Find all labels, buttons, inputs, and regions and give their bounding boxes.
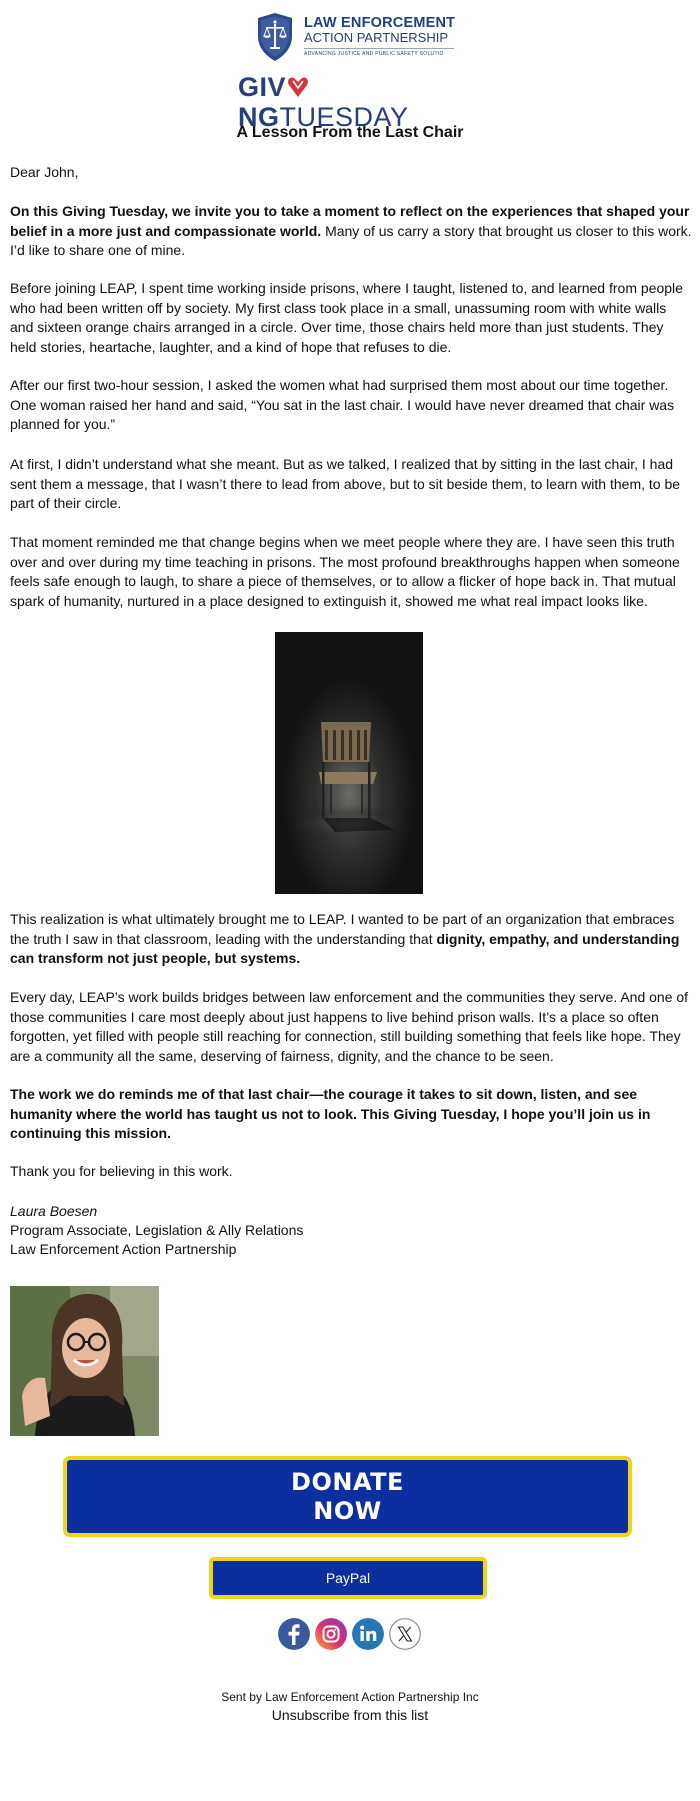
x-icon[interactable] xyxy=(389,1618,421,1650)
linkedin-icon[interactable] xyxy=(352,1618,384,1650)
facebook-icon[interactable] xyxy=(278,1618,310,1650)
shield-scales-icon xyxy=(254,12,296,62)
leap-logo xyxy=(254,12,454,64)
sent-by-text: Sent by Law Enforcement Action Partnership Inc xyxy=(221,1690,479,1704)
paragraph-intro xyxy=(10,202,692,261)
heart-hands-icon xyxy=(287,75,309,99)
paragraph-prisons: Before joining LEAP, I spent time working inside prisons, where I taught, listened to, and learned from people who had been written off by society. My first class took place in a small, unassuming room with white walls and sixteen orange chairs arranged in a circle. Over time, those chairs held more than just students. They held stories, heartache, laughter, and a kind of hope that refuses to die. xyxy=(10,280,683,355)
donate-now-button[interactable] xyxy=(63,1456,632,1537)
chair-photo xyxy=(275,632,423,894)
logo-divider xyxy=(304,48,454,49)
email-title: A Lesson From the Last Chair xyxy=(236,124,464,141)
org-name-line1: LAW ENFORCEMENT xyxy=(304,15,456,31)
paragraph-change: That moment reminded me that change begins when we meet people where they are. I have seen this truth over and over during my time teaching in prisons. The most profound breakthroughs happen when someone feels safe enough to laugh, to share a piece of themselves, or to allow a flicker of hope back in. That mutual spark of humanity, nurtured in a place designed to extinguish it, showed me what real impact looks like. xyxy=(10,534,680,609)
chair-image-illustration xyxy=(275,632,423,894)
paypal-button[interactable] xyxy=(209,1557,487,1599)
signature-name: Laura Boesen xyxy=(10,1203,98,1219)
greeting: Dear John, xyxy=(10,164,79,180)
unsubscribe-link[interactable]: Unsubscribe from this list xyxy=(271,1707,429,1723)
giving-text-part1: GIV xyxy=(238,72,287,102)
paragraph-mission: The work we do reminds me of that last chair—the courage it takes to sit down, listen, and see humanity where the world has taught us not to look. This Giving Tuesday, I hope you’ll join us in continuing this mission. xyxy=(10,1086,651,1141)
giving-text-part2: NG xyxy=(238,102,280,132)
paypal-label: PayPal xyxy=(325,1570,371,1586)
intro-bold: On this Giving Tuesday, we invite you to take a moment to reflect on the experiences that shaped your belief in a more just and compassionate world. xyxy=(10,203,690,239)
paragraph-bridges: Every day, LEAP’s work builds bridges between law enforcement and the communities they serve. And one of those communities I care most deeply about just happens to live behind prison walls. It’s a place so often forgotten, yet filled with people still reaching for connection, still building something that feels like hope. They are a community all the same, deserving of fairness, dignity, and the chance to be seen. xyxy=(10,989,689,1064)
org-name-line2: ACTION PARTNERSHIP xyxy=(304,30,448,45)
instagram-icon[interactable] xyxy=(315,1618,347,1650)
realization-start: This realization is what ultimately brought me to LEAP. I wanted to be part of an organization that embraces the truth I saw in that classroom, leading with the understanding that xyxy=(10,911,675,947)
paragraph-realization xyxy=(10,910,692,969)
org-tagline: ADVANCING JUSTICE AND PUBLIC SAFETY SOLUTIO xyxy=(304,51,444,57)
paragraph-thanks: Thank you for believing in this work. xyxy=(10,1163,233,1179)
portrait-illustration xyxy=(10,1286,159,1436)
donate-label-line1: DONATE xyxy=(291,1467,404,1496)
paragraph-first-session: After our first two-hour session, I asked the women what had surprised them most about our time together. One woman raised her hand and said, “You sat in the last chair. I would have never dreamed that chair was planned for you.” xyxy=(10,377,675,432)
signature-org: Law Enforcement Action Partnership xyxy=(10,1241,237,1257)
signature-title: Program Associate, Legislation & Ally Relations xyxy=(10,1222,304,1238)
tuesday-text: TUESDAY xyxy=(279,102,409,132)
giving-tuesday-logo xyxy=(238,72,468,132)
paragraph-last-chair: At first, I didn’t understand what she meant. But as we talked, I realized that by sitting in the last chair, I had sent them a message, that I wasn’t there to lead from above, but to sit beside them, to learn with them, to be part of their circle. xyxy=(10,456,681,511)
donate-label-line2: NOW xyxy=(313,1496,382,1525)
realization-bold: dignity, empathy, and understanding can transform not just people, but systems. xyxy=(10,930,680,966)
intro-rest: Many of us carry a story that brought us closer to this work. I’d like to share one of mine. xyxy=(10,222,692,258)
author-photo xyxy=(10,1286,159,1436)
